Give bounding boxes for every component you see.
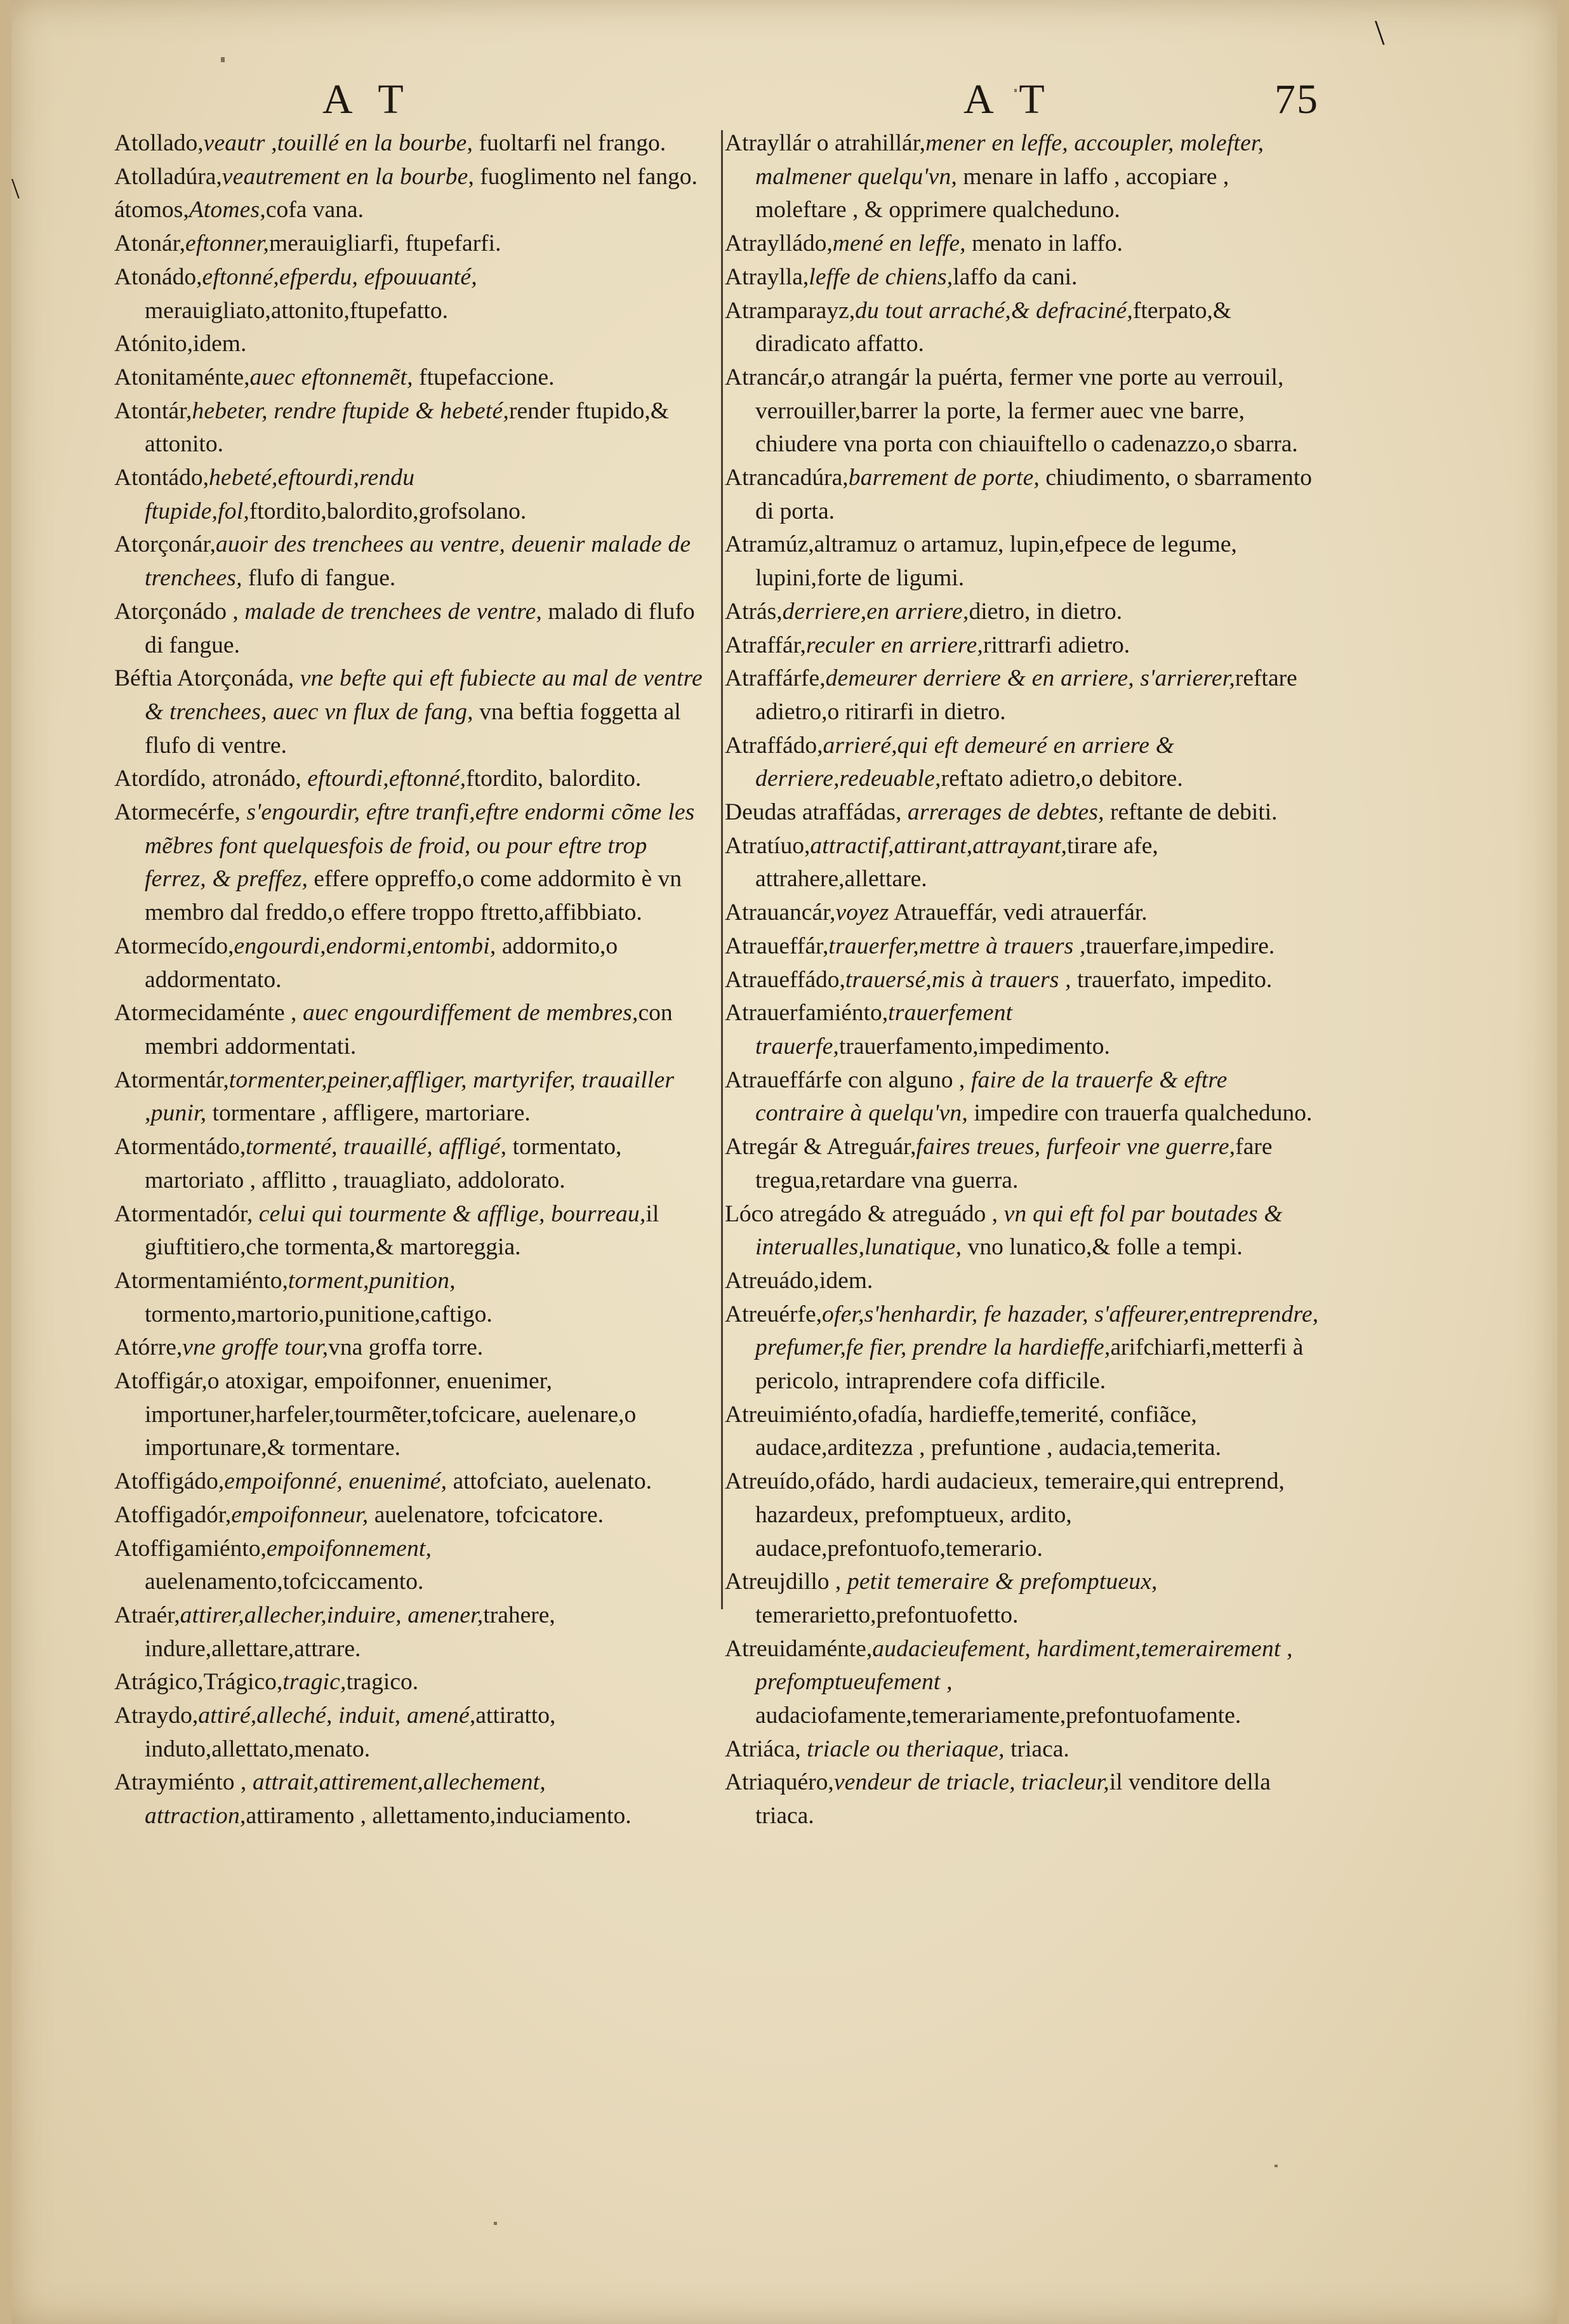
entry-italian-gloss: auelenamento,tofciccamento. [145,1569,424,1595]
entry-italian-gloss: attiratto, induto,allettato,menato. [145,1703,556,1762]
entry-headword: Atonitaménte, [114,364,250,390]
entry-headword: Atrancár, [725,364,814,390]
entry-italian-gloss: altramuz o artamuz, lupin,efpece de legume, lupini,forte de ligumi. [755,531,1237,592]
entry-headword: Atraffárfe, [725,665,826,692]
entry-french-gloss: attrait,attirement,allechement, attraction, [145,1769,546,1829]
dictionary-entry [114,361,711,395]
dictionary-entry [725,595,1321,629]
dictionary-entry [725,1633,1321,1733]
dictionary-entry [114,930,711,997]
dictionary-entry [114,1599,711,1666]
entry-italian-gloss: tormentare , affligere, martoriare. [206,1100,531,1127]
entry-french-gloss: vendeur de triacle, triacleur, [833,1769,1109,1796]
entry-french-gloss: vn qui eft fol par boutades & interualles,lunatique, [755,1200,1283,1261]
entry-italian-gloss: con membri addormentati. [145,1000,673,1059]
entry-italian-gloss: ofádo, hardi audacieux, temeraire,qui entreprend, hazardeux, prefomptueux, ardito, audace,prefontuofo,temerario. [755,1468,1285,1562]
entry-headword: Atriáca, [725,1736,801,1762]
entry-french-gloss: engourdi,endormi,entombi, [234,933,496,959]
entry-headword: átomos, [114,197,189,223]
entry-headword: Atramúz, [725,531,814,558]
entry-headword: Atregár & Atreguár, [725,1134,917,1160]
entry-french-gloss: veautrement en la bourbe [222,163,468,190]
dictionary-entry [114,1499,711,1532]
dictionary-entry [114,1766,711,1833]
entry-italian-gloss: ofadía, hardieffe,temerité, confiãce, audace,arditezza , prefuntione , audacia,temerita. [755,1401,1221,1461]
entry-french-gloss: ofer,s'henhardir, fe hazader, s'affeurer,entreprendre, prefumer,fe fier, prendre la hardieffe, [755,1301,1319,1361]
entry-french-gloss: tormenter,peiner,affliger, martyrifer, trauailler ,punir, [145,1066,675,1127]
entry-italian-gloss: trauerfare,impedire. [1085,933,1275,959]
entry-italian-gloss: temerarietto,prefontuofetto. [755,1602,1019,1628]
dictionary-entry [725,729,1321,796]
entry-french-gloss: eftourdi,eftonné, [301,766,467,792]
entry-italian-gloss: triaca. [1004,1736,1069,1762]
dictionary-entry [725,629,1321,663]
entry-french-gloss: triacle ou theriaque, [800,1736,1005,1762]
entry-headword: Deudas atraffádas, [725,799,902,826]
dictionary-entry [725,997,1321,1063]
page-speck [221,57,225,62]
entry-headword: Atreuidaménte, [725,1635,873,1662]
dictionary-entry [114,461,711,528]
entry-italian-gloss: flufo di fangue. [242,565,396,592]
dictionary-entry [725,1766,1321,1833]
dictionary-entry [114,194,711,227]
entry-headword: Atormentádo, [114,1134,246,1160]
entry-italian-gloss: audaciofamente,temerariamente,prefontuofamente. [755,1703,1241,1729]
entry-headword: Atormecidaménte , [114,1000,297,1026]
entry-french-gloss: auec engourdiffement de membres, [296,1000,639,1026]
entry-french-gloss: empoifonnement, [266,1535,432,1562]
entry-french-gloss: celui qui tourmente & afflige, bourreau, [253,1200,646,1227]
entry-french-gloss: hebeté,eftourdi,rendu ftupide,fol, [145,465,415,524]
dictionary-entry [725,1465,1321,1565]
entry-headword: Atraymiénto , [114,1769,247,1796]
entry-french-gloss: empoifonneur, [231,1501,369,1528]
entry-italian-gloss: reftare adietro,o ritirarfi in dietro. [755,665,1297,725]
dictionary-entry [725,227,1321,261]
page-speck [1274,2165,1278,2167]
entry-italian-gloss: tormentato, martoriato , afflitto , trauagliato, addolorato. [145,1134,622,1193]
entry-italian-gloss: merauigliarfi, ftupefarfi. [269,230,501,257]
dictionary-entry [725,261,1321,295]
running-head-left: A T [322,76,413,123]
dictionary-entry [114,997,711,1063]
entry-headword: Atrayllár o atrahillár, [725,130,926,156]
dictionary-entry [725,964,1321,997]
entry-italian-gloss: cofa vana. [265,197,364,223]
dictionary-entry [725,796,1321,830]
entry-french-gloss: faires treues, furfeoir vne guerre, [916,1134,1236,1160]
dictionary-entry [114,528,711,595]
running-head-right: A T [963,76,1054,123]
entry-headword: Atraueffárfe con alguno , [725,1066,965,1093]
entry-french-gloss: arrerages de debtes, [901,799,1104,826]
entry-french-gloss: petit temeraire & prefomptueux, [841,1569,1158,1595]
entry-french-gloss: faire de la trauerfe & eftre contraire à quelqu'vn, [755,1066,1228,1127]
dictionary-entry [725,1398,1321,1465]
dictionary-entry [725,295,1321,361]
entry-italian-gloss: fuoltarfi nel frango. [473,130,666,156]
dictionary-entry [114,662,711,762]
dictionary-entry [114,1265,711,1331]
entry-french-gloss: vne groffe tour, [182,1334,329,1361]
entry-french-gloss: auoir des trenchees au ventre, deuenir malade de trenchees, [145,531,691,592]
entry-headword: Atoffigamiénto, [114,1535,267,1562]
entry-italian-gloss: merauigliato,attonito,ftupefatto. [145,297,448,324]
entry-headword: Atoffigadór, [114,1501,232,1528]
entry-italian-gloss: fterpato,& diradicato affatto. [755,297,1232,357]
entry-french-gloss: attiré,alleché, induit, amené, [198,1703,476,1729]
dictionary-entry [114,1365,711,1465]
entry-headword: Atrancadúra, [725,465,849,491]
entry-italian-gloss: addormito,o addormentato. [145,933,618,993]
entry-headword: Atollado, [114,130,204,156]
stray-mark-left: \ [11,172,20,204]
entry-headword: Atraér, [114,1602,180,1628]
entry-headword: Atrás, [725,598,783,625]
dictionary-entry [725,361,1321,461]
page-number: 75 [1274,76,1319,123]
entry-french-gloss: vne befte qui eft fubiecte au mal de ventre & trenchees, auec vn flux de fang, [145,665,703,725]
entry-headword: Atreujdillo , [725,1569,842,1595]
entry-headword: Atriaquéro, [725,1769,834,1796]
entry-italian-gloss: chiudimento, o sbarramento di porta. [755,465,1313,524]
dictionary-entry [114,1064,711,1131]
entry-french-gloss: attirer,allecher,induire, amener, [180,1602,484,1628]
dictionary-entry [725,896,1321,930]
entry-italian-gloss: arifchiarfi,metterfi à pericolo, intraprendere cofa difficile. [755,1334,1304,1395]
scanned-page [11,0,1558,2324]
entry-headword: Atónito, [114,331,193,357]
entry-headword: Atraffár, [725,632,806,658]
entry-headword: Atorçonár, [114,531,216,558]
entry-headword: Atreuído, [725,1468,816,1495]
entry-italian-gloss: idem. [192,331,247,357]
entry-italian-gloss: idem. [819,1267,873,1294]
entry-headword: Atormentár, [114,1066,229,1093]
entry-headword: Atrágico,Trágico, [114,1669,283,1696]
entry-italian-gloss: attofciato, auelenato. [447,1468,652,1495]
dictionary-entry [725,1131,1321,1197]
entry-italian-gloss: reftato adietro,o debitore. [941,766,1183,792]
entry-headword: Atraylla, [725,263,809,290]
dictionary-entry [114,395,711,461]
right-column [725,127,1321,1833]
entry-french-gloss: veautr ,touillé en la bourbe, [203,130,473,156]
entry-french-gloss: derriere,en arriere, [782,598,969,625]
dictionary-entry [114,762,711,796]
entry-french-gloss: audacieufement, hardiment,temerairement , prefomptueufement , [755,1635,1293,1696]
entry-french-gloss: voyez [835,900,889,926]
entry-italian-gloss: tirare afe, attrahere,allettare. [755,832,1158,893]
dictionary-entry [114,227,711,261]
dictionary-entry [114,1331,711,1365]
dictionary-entry [725,461,1321,528]
entry-italian-gloss: effere oppreffo,o come addormito è vn membro dal freddo,o effere troppo ftretto,affibbiato. [145,866,682,926]
entry-french-gloss: auec eftonnemẽt, [249,364,413,390]
entry-headword: Atramparayz, [725,297,856,324]
entry-french-gloss: arrieré,qui eft demeuré en arriere & derriere,redeuable, [755,732,1175,792]
entry-french-gloss: eftonné,efperdu, efpouuanté, [202,263,477,290]
entry-italian-gloss: trauerfamento,impedimento. [839,1033,1110,1059]
dictionary-entry [725,1265,1321,1298]
dictionary-entry [725,1298,1321,1398]
entry-italian-gloss: render ftupido,& attonito. [145,397,669,458]
entry-headword: Béftia Atorçonáda, [114,665,295,692]
entry-headword: Lóco atregádo & atreguádo , [725,1200,998,1227]
entry-french-gloss: trauersé,mis à trauers , [845,966,1071,993]
entry-headword: Atontádo, [114,465,209,491]
dictionary-entry [725,662,1321,729]
dictionary-entry [114,261,711,328]
entry-french-gloss: du tout arraché,& defraciné, [855,297,1133,324]
entry-italian-gloss: menare in laffo , accopiare , moleftare , & opprimere qualcheduno. [755,163,1229,223]
entry-french-gloss: mené en leffe, [832,230,966,257]
dictionary-entry [725,1198,1321,1265]
entry-headword: Atontár, [114,397,192,424]
dictionary-entry [725,930,1321,964]
entry-italian-gloss: rittrarfi adietro. [983,632,1130,658]
entry-french-gloss: torment,punition, [288,1267,456,1294]
left-column [114,127,711,1833]
dictionary-entry [114,161,711,194]
entry-headword: Atormecído, [114,933,234,959]
entry-headword: Atraydo, [114,1703,199,1729]
dictionary-entry [114,1198,711,1265]
entry-italian-gloss: reftante de debiti. [1104,799,1278,826]
entry-italian-gloss: laffo da cani. [953,263,1078,290]
dictionary-entry [114,328,711,361]
entry-french-gloss: tragic, [282,1669,347,1696]
entry-italian-gloss: fare tregua,retardare vna guerra. [755,1134,1273,1193]
entry-italian-gloss: Atraueffár, vedi atrauerfár. [889,900,1148,926]
entry-italian-gloss: ftupefaccione. [413,364,555,390]
entry-italian-gloss: , fuoglimento nel fango. [468,163,698,190]
entry-headword: Atraffádo, [725,732,823,759]
entry-french-gloss: leffe de chiens, [809,263,953,290]
dictionary-entry [114,1666,711,1699]
entry-headword: Atraueffádo, [725,966,845,993]
entry-italian-gloss: menato in laffo. [965,230,1123,257]
dictionary-entry [114,595,711,662]
entry-french-gloss: demeurer derriere & en arriere, s'arrierer, [825,665,1235,692]
dictionary-entry [114,1699,711,1766]
dictionary-entry [725,528,1321,595]
entry-french-gloss: Atomes, [189,197,266,223]
dictionary-entry [114,127,711,161]
entry-french-gloss: empoifonné, enuenimé, [224,1468,447,1495]
entry-headword: Atolladúra, [114,163,222,190]
entry-headword: Atrauerfamiénto, [725,1000,889,1026]
entry-headword: Atonádo, [114,263,202,290]
dictionary-entry [725,1565,1321,1632]
entry-headword: Atorçonádo , [114,598,239,625]
entry-italian-gloss: tormento,martorio,punitione,caftigo. [145,1301,493,1327]
entry-french-gloss: barrement de porte, [848,465,1040,491]
entry-italian-gloss: vno lunatico,& folle a tempi. [962,1234,1243,1261]
entry-french-gloss: reculer en arriere, [805,632,983,658]
page-speck [494,2222,497,2225]
entry-headword: Atraueffár, [725,933,829,959]
entry-italian-gloss: il venditore della triaca. [755,1769,1271,1829]
stray-mark-right: \ [1375,13,1385,53]
entry-french-gloss: trauerfer,mettre à trauers , [828,933,1086,959]
entry-italian-gloss: o atrangár la puérta, fermer vne porte au verrouil, verrouiller,barrer la porte, la fermer auec vne barre, chiudere vna porta con chiauiftello o cadenazzo,o sbarra. [755,364,1298,458]
entry-italian-gloss: vna beftia foggetta al flufo di ventre. [145,698,681,759]
entry-headword: Atreuimiénto, [725,1401,858,1428]
entry-french-gloss: eftonner, [185,230,270,257]
dictionary-entry [725,1733,1321,1767]
entry-italian-gloss: il giuftitiero,che tormenta,& martoreggia. [145,1200,659,1261]
entry-headword: Atoffigár, [114,1368,208,1395]
entry-headword: Atórre, [114,1334,183,1361]
entry-italian-gloss: ftordito,balordito,grofsolano. [249,498,527,524]
entry-italian-gloss: attiramento , allettamento,induciamento. [246,1803,632,1829]
entry-french-gloss: malade de trenchees de ventre, [238,598,543,625]
entry-french-gloss: mener en leffe, accoupler, molefter, malmener quelqu'vn, [755,130,1264,190]
entry-italian-gloss: trauerfato, impedito. [1071,966,1273,993]
dictionary-entry [725,1064,1321,1131]
entry-headword: Atordído, atronádo, [114,766,301,792]
entry-headword: Atrauancár, [725,900,836,926]
entry-italian-gloss: malado di flufo di fangue. [145,598,695,658]
entry-italian-gloss: impedire con trauerfa qualcheduno. [967,1100,1313,1127]
entry-headword: Atormecérfe, [114,799,241,826]
entry-italian-gloss: dietro, in dietro. [969,598,1123,625]
entry-headword: Atratíuo, [725,832,811,859]
entry-french-gloss: hebeter, rendre ftupide & hebeté, [192,397,509,424]
entry-french-gloss: tormenté, trauaillé, affligé, [246,1134,507,1160]
dictionary-entry [725,830,1321,896]
entry-french-gloss: trauerfement trauerfe, [755,1000,1013,1059]
entry-italian-gloss: tragico. [346,1669,419,1696]
entry-headword: Atoffigádo, [114,1468,225,1495]
entry-headword: Atormentadór, [114,1200,253,1227]
dictionary-entry [114,1465,711,1499]
entry-italian-gloss: ftordito, balordito. [466,766,642,792]
entry-headword: Atonár, [114,230,186,257]
entry-italian-gloss: auelenatore, tofcicatore. [368,1501,604,1528]
entry-french-gloss: s'engourdir, eftre tranfi,eftre endormi cõme les mẽbres font quelquesfois de froid, ou pour eftre trop ferrez, & preffez, [145,799,695,893]
entry-italian-gloss: o atoxigar, empoifonner, enuenimer, importuner,harfeler,tourmẽter,tofcicare, auelenare,o importunare,& tormentare. [145,1368,637,1461]
dictionary-entry [114,1131,711,1197]
dictionary-entry [114,1532,711,1599]
entry-headword: Atormentamiénto, [114,1267,288,1294]
column-rule [721,130,723,1609]
entry-french-gloss: attractif,attirant,attrayant, [810,832,1068,859]
entry-italian-gloss: trahere, indure,allettare,attrare. [145,1602,555,1662]
entry-italian-gloss: vna groffa torre. [328,1334,484,1361]
entry-headword: Atreuádo, [725,1267,819,1294]
entry-headword: Atreuérfe, [725,1301,823,1327]
dictionary-entry [114,796,711,930]
dictionary-entry [725,127,1321,227]
entry-headword: Atraylládo, [725,230,833,257]
